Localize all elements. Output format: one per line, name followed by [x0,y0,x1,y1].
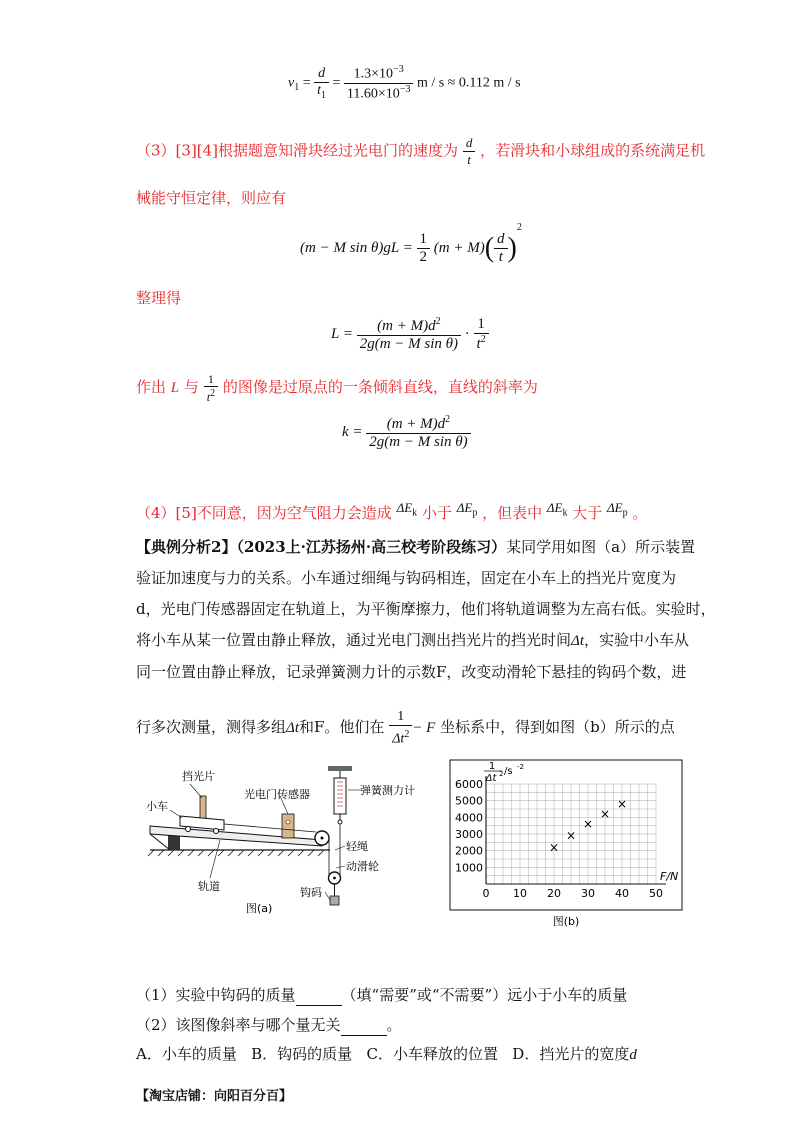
part3-frac-num: d [465,135,473,150]
eq-energy-mid: (m + M) [433,240,485,256]
example2-tag: 【典例分析2】（2023上·江苏扬州·高三校考阶段练习） [136,538,507,556]
plot-line-with: 与 [183,378,199,396]
q1-answer-blank[interactable] [296,989,342,1006]
label-track: 轨道 [198,880,220,893]
plot-line [136,372,538,404]
example2-line3: d，光电门传感器固定在轨道上，为平衡摩擦力，他们将轨道调整为左高右低。实验时， [136,600,716,618]
part4-greater: 大于 [572,504,603,522]
eq-v1-f1-den: t [317,82,322,98]
ceiling-mount [328,766,352,771]
eq-L-fraction-2 [474,316,489,353]
y-label-den: Δt [485,773,497,784]
eq-v1-result: m / s ≈ 0.112 m / s [416,75,521,91]
eq-v1-f2-den: 11.60×10 [346,86,400,102]
example2-line6b: 和F。他们在 [299,717,385,736]
part4-ep-sub-2: p [622,507,628,519]
y-tick-label: 1000 [455,861,483,875]
label-shading-plate: 挡光片 [182,770,215,783]
example2-line1 [136,536,695,558]
eq-L-lhs: L = [331,325,353,342]
example2-line6-frac-exp: 2 [404,729,410,740]
option-d[interactable] [512,1045,637,1063]
x-axis-label: F/N [660,870,679,883]
plot-line-fraction [204,372,218,404]
x-tick-label: 40 [615,887,629,900]
example2-line5: 同一位置由静止释放，记录弹簧测力计的示数F，改变动滑轮下悬挂的钩码个数，进 [136,663,687,681]
y-tick-label: 5000 [455,794,483,808]
q2-text-b: 。 [386,1016,402,1034]
eq-v1-f1-den-sub: 1 [321,89,327,101]
example2-line6-fraction [389,708,412,748]
data-point: × [599,807,611,821]
plot-line-prefix: 作出 [136,378,167,396]
part3-prefix: （3）[3][4]根据题意知滑块经过光电门的速度为 [136,141,459,160]
hook-weight [330,896,339,905]
q1-text-a: （1）实验中钩码的质量 [136,986,296,1004]
eq-v1-equals: = [302,75,311,91]
part3-suffix: ，若滑块和小球组成的系统满足机 [480,141,706,160]
eq-energy-lhs: (m − M sin θ)gL = [300,240,413,256]
y-label-num: 1 [488,761,496,772]
eq-L-f2-den: t [476,336,481,352]
part4-ep-2: ΔE [607,500,623,515]
plot-line-suffix: 的图像是过原点的一条倾斜直线，直线的斜率为 [222,378,538,396]
example2-line6 [136,708,675,748]
q2-text-a: （2）该图像斜率与哪个量无关 [136,1016,341,1034]
example2-line2: 验证加速度与力的关系。小车通过细绳与钩码相连，固定在小车上的挡光片宽度为 [136,569,677,587]
example2-line4b: ，实验中小车从 [584,631,690,649]
eq-v1-f1-num: d [318,65,326,81]
part3-frac-den: t [463,151,476,168]
eq-energy-half [417,231,431,266]
example2-line4a: 将小车从某一位置由静止释放，通过光电门测出挡光片的挡光时间 [136,631,572,649]
eq-k-num: (m + M)d [386,416,446,432]
y-label-unit-exp: -2 [517,763,524,771]
plot-line-frac-exp: 2 [210,388,216,399]
eq-L-num: (m + M)d [377,318,436,334]
data-point: × [616,797,628,811]
equation-energy: (m − M sin θ)gL = $\frac{1}{2}$ (m + M)( $\frac{d}{t}$ )$^2$ [300,222,522,266]
string [224,824,316,832]
eq-L-f2-num: 1 [477,316,485,332]
example2-line6-frac-num: 1 [397,709,405,724]
equation-v1: $v_1$ = $\frac{d}{t_1}$ = $\frac{1.3\times 10^{-3}}{11.60\times 10^{-3}}$ m / s ≈ 0.112 m / s [288,64,521,102]
ground-hatch [148,850,324,856]
part3-line1 [136,135,705,168]
part4-ek-sub-2: k [562,507,568,519]
example2-line6-minus: − F [412,719,436,736]
example2-line1-text: 某同学用如图（a）所示装置 [506,538,696,556]
x-tick-label: 50 [649,887,663,900]
label-weight: 钩码 [300,886,322,899]
eq-k-lhs: k = [342,423,363,440]
plot-line-frac-num: 1 [207,372,214,386]
option-a[interactable]: A．小车的质量 [136,1045,237,1063]
part4-end: 。 [632,504,648,522]
data-point: × [582,817,594,831]
example2-line6-dt: Δt [286,719,299,736]
data-point: × [565,828,577,843]
y-tick-label: 4000 [455,811,483,825]
y-label-exp: 2 [499,770,504,778]
example2-line6c: 坐标系中，得到如图（b）所示的点 [440,717,675,736]
figure-a-caption: 图(a) [246,902,273,915]
figure-a-apparatus [140,760,440,920]
label-rope: 轻绳 [346,840,368,853]
eq-v1-lhs-sub: 1 [294,82,300,94]
x-tick-label: 10 [513,887,527,900]
question-2 [136,1014,402,1036]
plot-line-frac-den: t [206,390,211,404]
question-2-options [136,1043,637,1066]
q1-text-b: （填“需要”或“不需要”）远小于小车的质量 [341,986,628,1004]
photogate [282,814,294,838]
example2-line6a: 行多次测量，测得多组 [136,717,287,736]
shading-plate [200,796,206,818]
part4-ek: ΔE [396,500,413,515]
eq-L-den: 2g(m − M sin θ) [357,335,461,353]
question-1 [136,984,627,1006]
part4-ek-2: ΔE [546,500,563,515]
eq-L-dot: · [464,325,470,342]
label-photogate: 光电门传感器 [244,788,310,801]
eq-v1-f2-den-exp: −3 [399,83,411,95]
y-tick-label: 6000 [455,778,483,791]
footer-shop: 【淘宝店铺：向阳百分百】 [136,1089,293,1104]
equation-k [342,414,471,451]
label-movable-pulley: 动滑轮 [346,860,379,873]
part4-prefix: （4）[5]不同意，因为空气阻力会造成 [136,504,392,522]
part4-line [136,497,647,525]
option-d-text: D．挡光片的宽度 [512,1045,630,1063]
eq-energy-half-den: 2 [417,248,431,266]
part4-ep: ΔE [456,500,473,515]
q2-answer-blank[interactable] [341,1019,387,1036]
eq-energy-inner-num: d [497,231,505,248]
option-b[interactable]: B．钩码的质量 [251,1045,353,1063]
figure-b-chart [446,756,686,931]
eq-k-num-exp: 2 [445,414,451,425]
eq-L-fraction [357,316,461,353]
eq-k-den: 2g(m − M sin θ) [366,433,470,451]
example2-line4-dt: Δt [571,633,584,649]
eq-v1-f2-num-exp: −3 [393,64,404,75]
x-tick-label: 20 [547,887,561,900]
label-cart: 小车 [146,800,168,813]
part3-line2: 械能守恒定律，则应有 [136,189,287,207]
eq-L-f2-den-exp: 2 [480,334,486,345]
eq-energy-inner-den: t [494,248,508,266]
part3-velocity-fraction [463,135,476,168]
part4-ek-sub: k [412,507,418,519]
part4-mid: ，但表中 [482,504,543,522]
y-tick-label: 3000 [455,828,483,841]
part4-less: 小于 [421,504,452,522]
example2-line4 [136,629,689,652]
figure-b-caption: 图(b) [552,915,580,928]
spring-scale [334,778,346,814]
y-label-unit: /s [504,766,513,777]
eq-k-fraction [366,414,470,451]
example2-line6-frac-den: Δt [392,731,405,747]
y-tick-label: 2000 [455,844,483,858]
eq-energy-inner [494,231,508,266]
plot-line-var-L: L [170,380,180,396]
x-tick-label: 30 [581,887,595,900]
x-tick-label: 0 [482,887,490,900]
data-point: × [548,840,560,855]
label-spring-scale: 弹簧测力计 [360,784,415,797]
rearranged-label: 整理得 [136,289,182,307]
eq-v1-lhs: v [288,75,295,91]
eq-v1-f2-num: 1.3×10 [353,66,394,82]
option-c[interactable]: C．小车释放的位置 [366,1045,498,1063]
equation-L [331,316,489,353]
eq-L-num-exp: 2 [435,316,441,327]
eq-v1-fraction-2 [344,64,414,102]
option-d-var: d [629,1047,637,1063]
eq-energy-half-num: 1 [419,231,428,248]
eq-v1-fraction-1 [314,66,329,101]
part4-ep-sub: p [472,507,478,519]
eq-energy-exp: 2 [516,222,522,233]
